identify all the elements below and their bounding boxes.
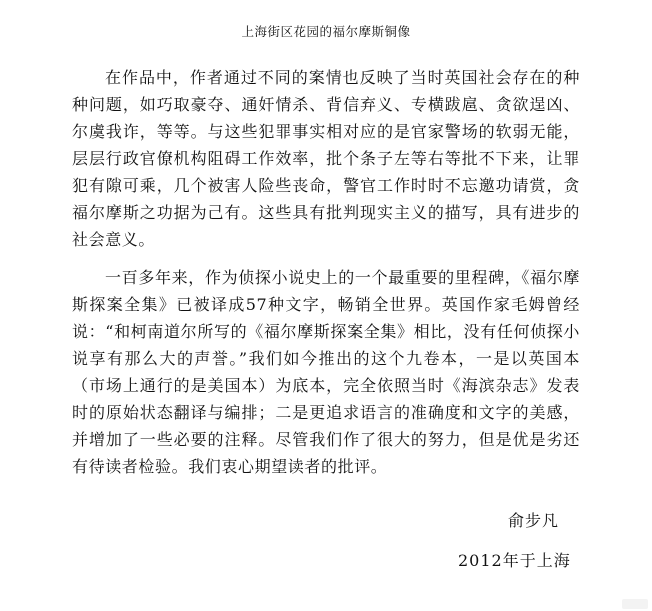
watermark-mark	[622, 599, 648, 609]
paragraph-translation-history: 一百多年来，作为侦探小说史上的一个最重要的里程碑，《福尔摩斯探案全集》已被译成57种文字，畅销全世界。英国作家毛姆曾经说：“和柯南道尔所写的《福尔摩斯探案全集》相比，没有任何侦探小说享有那么大的声誉。”我们如今推出的这个九卷本，一是以英国本（市场上通行的是美国本）为底本，完全依照当时《海滨杂志》发表时的原始状态翻译与编排；二是更追求语言的准确度和文字的美感，并增加了一些必要的注释。尽管我们作了很大的努力，但是优是劣还有待读者检验。我们衷心期望读者的批评。	[72, 268, 580, 476]
paragraph-social-criticism: 在作品中，作者通过不同的案情也反映了当时英国社会存在的种种问题，如巧取豪夺、通奸情杀、背信弃义、专横跋扈、贪欲逞凶、尔虞我诈，等等。与这些犯罪事实相对应的是官家警场的软弱无能，层层行政官僚机构阻碍工作效率，批个条子左等右等批不下来，让罪犯有隙可乘，几个被害人险些丧命，警官工作时时不忘邀功请赏，贪福尔摩斯之功据为己有。这些具有批判现实主义的描写，具有进步的社会意义。	[72, 68, 580, 249]
image-caption: 上海街区花园的福尔摩斯铜像	[241, 24, 411, 39]
signature-author: 俞步凡	[508, 511, 560, 530]
signature-date-place: 2012年于上海	[458, 551, 571, 570]
